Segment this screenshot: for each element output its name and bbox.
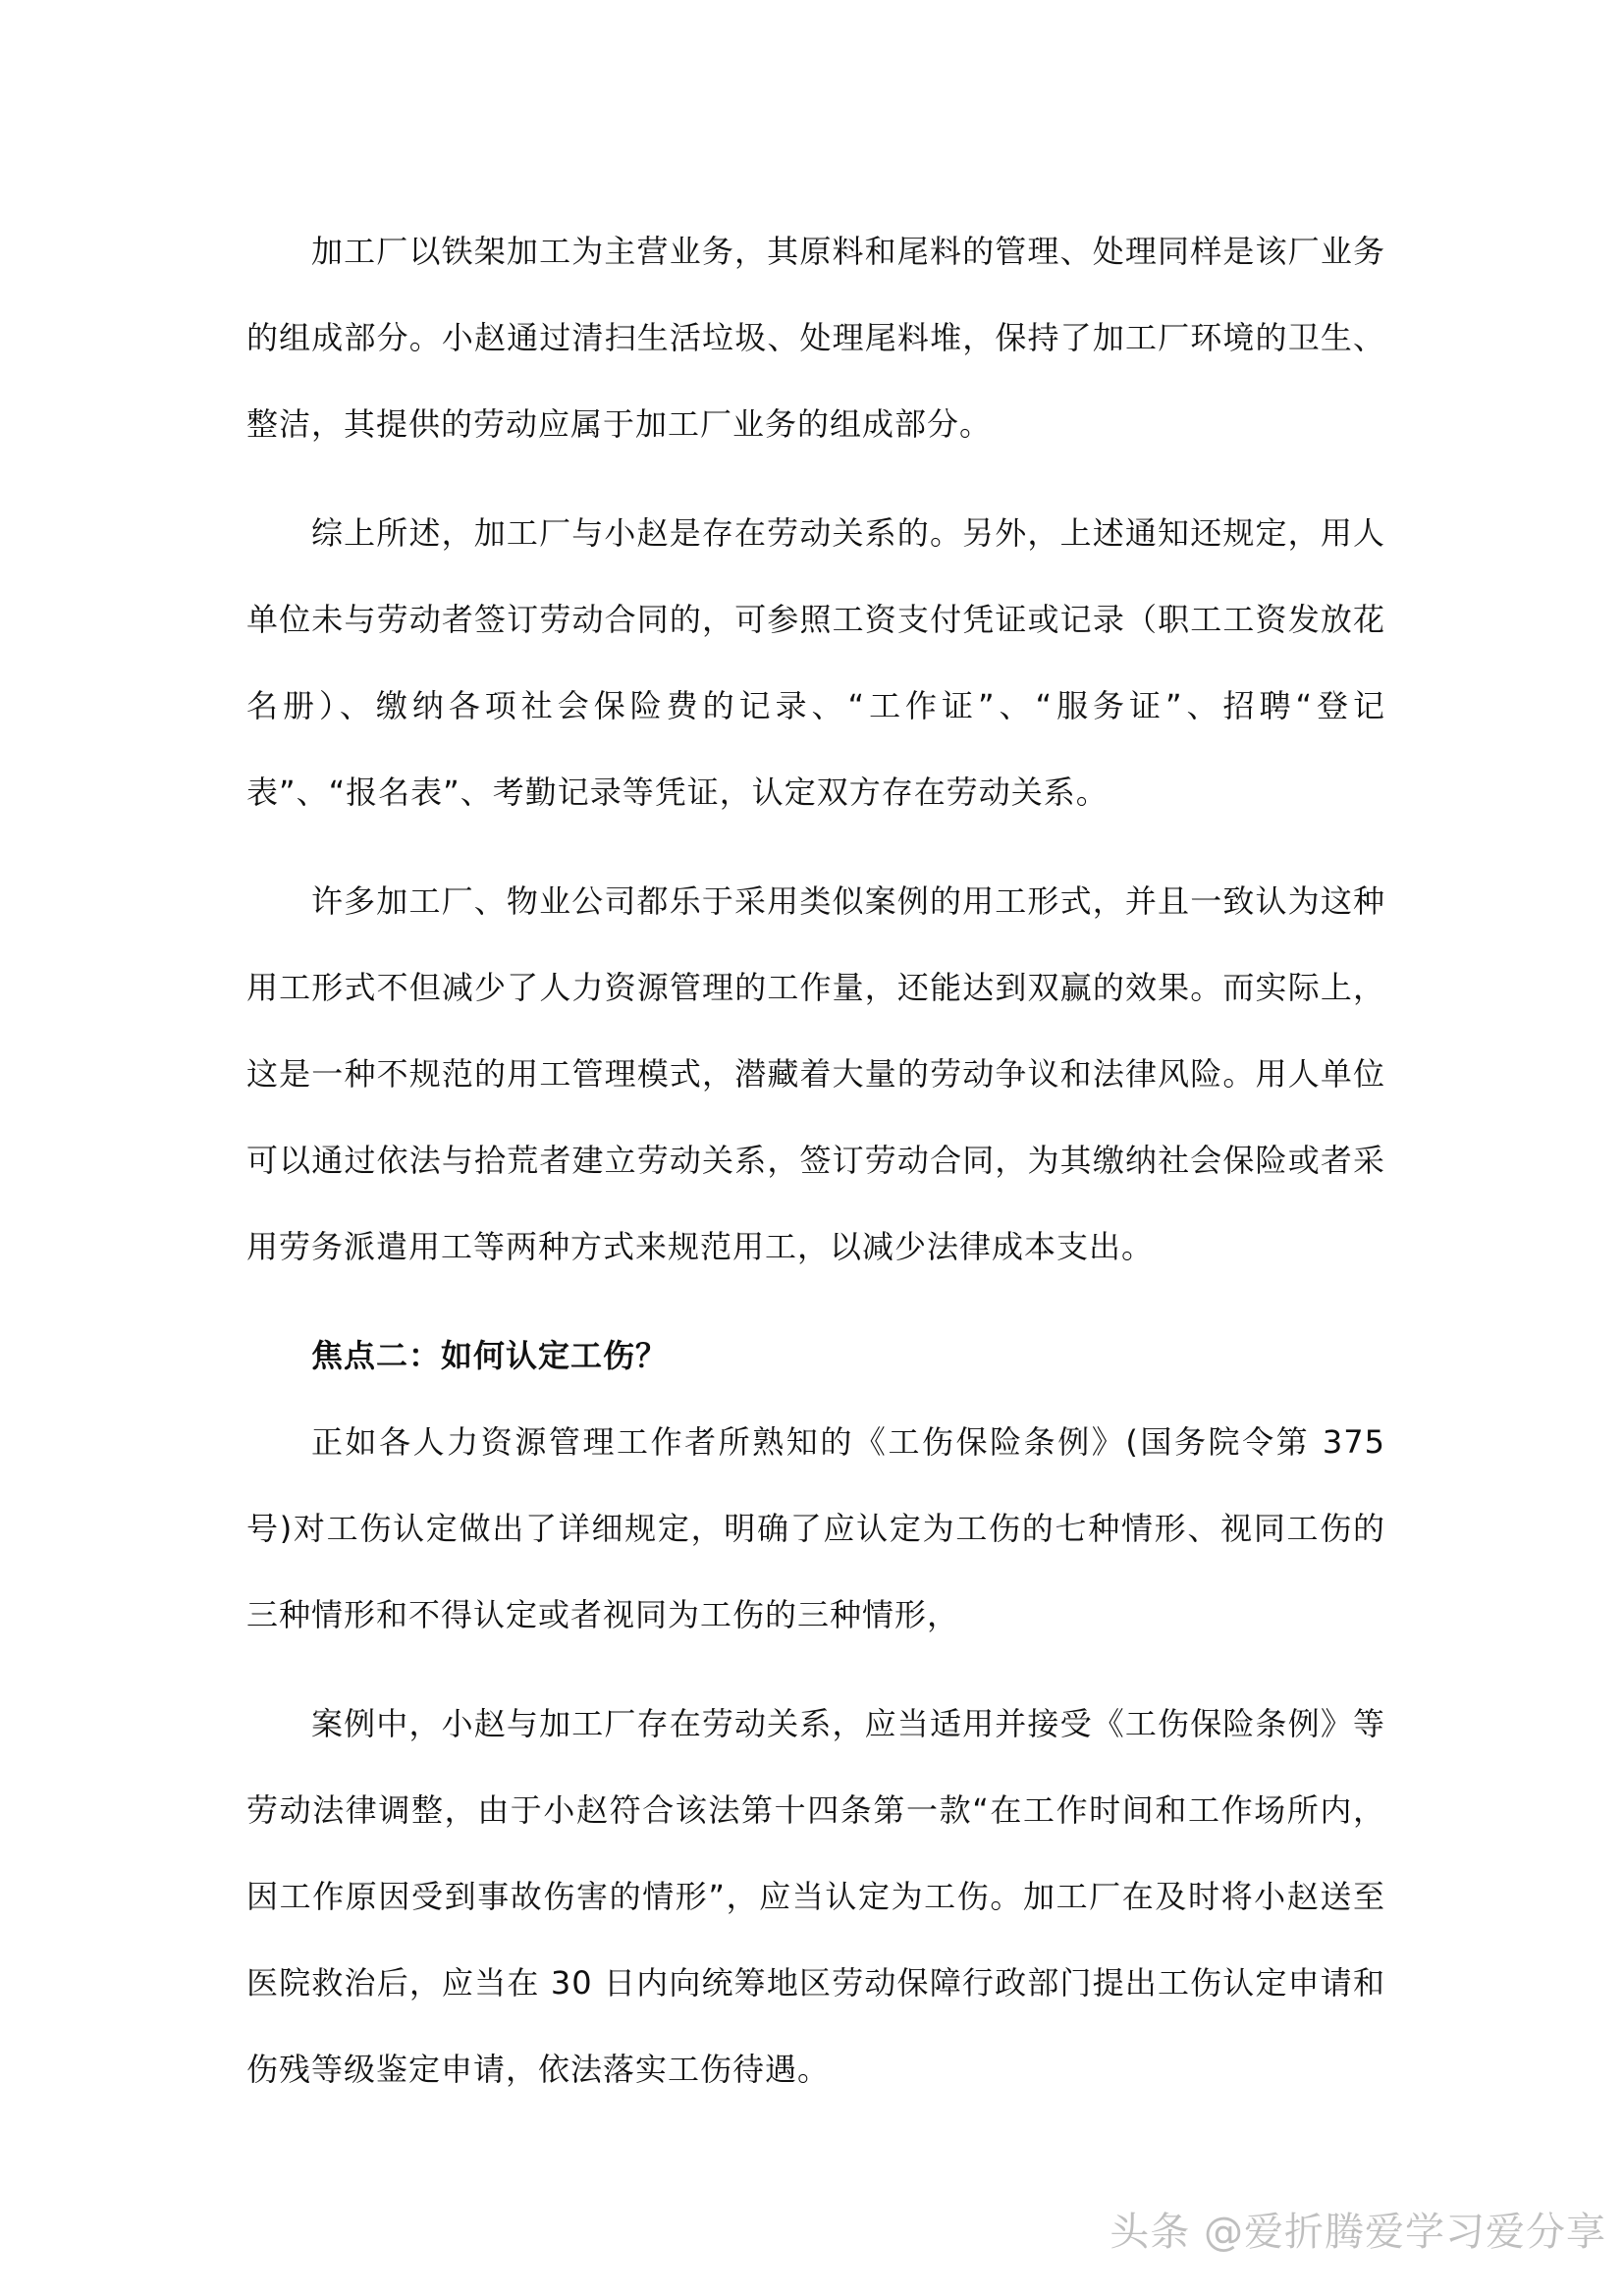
paragraph-case-application: 案例中，小赵与加工厂存在劳动关系，应当适用并接受《工伤保险条例》等劳动法律调整，由于小赵符合该法第十四条第一款“在工作时间和工作场所内，因工作原因受到事故伤害的情形”，应当认定为工伤。加工厂在及时将小赵送至医院救治后，应当在 30 日内向统筹地区劳动保障行政部门提出工伤认定申请和伤残等级鉴定申请，依法落实工伤待遇。 [246,1705,1385,2088]
paragraph-employment-risk: 许多加工厂、物业公司都乐于采用类似案例的用工形式，并且一致认为这种用工形式不但减少了人力资源管理的工作量，还能达到双赢的效果。而实际上，这是一种不规范的用工管理模式，潜藏着大量的劳动争议和法律风险。用人单位可以通过依法与拾荒者建立劳动关系，签订劳动合同，为其缴纳社会保险或者采用劳务派遣用工等两种方式来规范用工，以减少法律成本支出。 [246,882,1385,1265]
document-body [246,208,1385,2135]
source-watermark: 头条 @爱折腾爱学习爱分享 [1110,2210,1606,2255]
paragraph-injury-regulation: 正如各人力资源管理工作者所熟知的《工伤保险条例》(国务院令第 375 号)对工伤认定做出了详细规定，明确了应认定为工伤的七种情形、视同工伤的三种情形和不得认定或者视同为工伤的三种情形， [246,1423,1385,1633]
section-heading-focus-two: 焦点二：如何认定工伤？ [311,1337,669,1374]
paragraph-business-scope: 加工厂以铁架加工为主营业务，其原料和尾料的管理、处理同样是该厂业务的组成部分。小赵通过清扫生活垃圾、处理尾料堆，保持了加工厂环境的卫生、整洁，其提供的劳动应属于加工厂业务的组成部分。 [246,233,1385,443]
paragraph-labor-relation-conclusion: 综上所述，加工厂与小赵是存在劳动关系的。另外，上述通知还规定，用人单位未与劳动者签订劳动合同的，可参照工资支付凭证或记录（职工工资发放花名册）、缴纳各项社会保险费的记录、“工作证”、“服务证”、招聘“登记表”、“报名表”、考勤记录等凭证，认定双方存在劳动关系。 [246,514,1385,811]
